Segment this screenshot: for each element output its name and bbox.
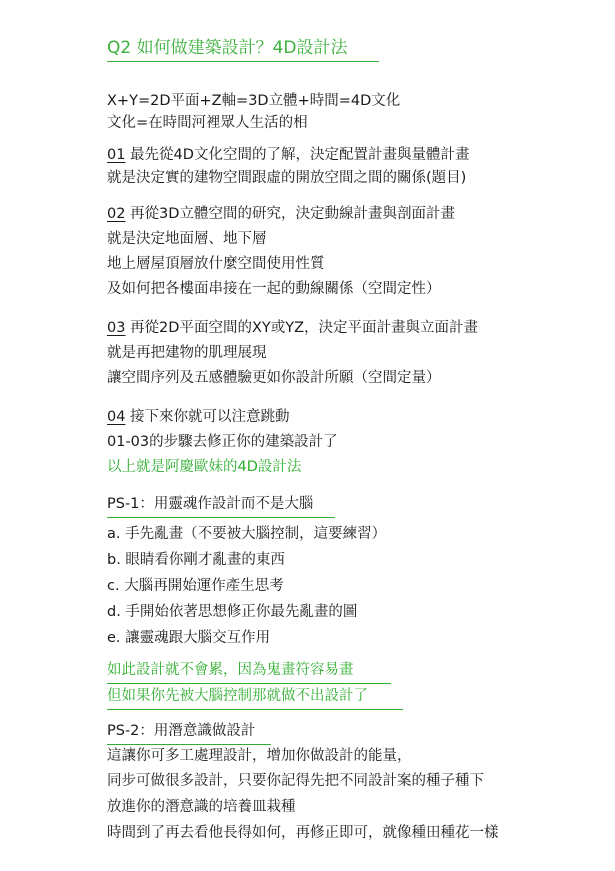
step-04-text: 接下來你就可以注意跳動 [125,409,290,425]
step-03-text: 再從2D平面空間的XY或YZ，決定平面計畫與立面計畫 [125,320,479,336]
ps2-heading: PS-2：用潛意識做設計 [107,723,256,739]
step-04-number: 04 [107,409,126,425]
ps1-item-a: a. 手先亂畫（不要被大腦控制，這要練習） [107,526,387,542]
ps2-line-4: 時間到了再去看他長得如何，再修正即可，就像種田種花一樣 [107,825,499,841]
ps1-heading: PS-1：用靈魂作設計而不是大腦 [107,496,314,512]
ps1-item-c: c. 大腦再開始運作產生思考 [107,578,284,594]
step-04-line-2: 01-03的步驟去修正你的建築設計了 [107,434,338,450]
step-04-summary: 以上就是阿慶歐妹的4D設計法 [107,459,302,475]
formula-line-1: X+Y=2D平面+Z軸=3D立體+時間=4D文化 [107,93,401,109]
step-01-number: 01 [107,147,126,163]
step-02-number: 02 [107,206,126,222]
ps1-item-e: e. 讓靈魂跟大腦交互作用 [107,630,271,646]
ps1-note-1: 如此設計就不會累，因為鬼畫符容易畫 [107,662,354,678]
ps1-item-d: d. 手開始依著思想修正你最先亂畫的圖 [107,604,358,620]
step-03-number: 03 [107,320,126,336]
ps2-line-2: 同步可做很多設計，只要你記得先把不同設計案的種子種下 [107,773,484,789]
step-03-line-2: 就是再把建物的肌理展現 [107,345,267,361]
step-03-heading [107,318,478,338]
page-title: Q2 如何做建築設計？4D設計法 [107,38,348,58]
step-02-line-3: 地上層屋頂層放什麼空間使用性質 [107,256,325,272]
title-underline [107,61,379,62]
ps1-item-b: b. 眼睛看你剛才亂畫的東西 [107,552,285,568]
step-01-line-2: 就是決定實的建物空間跟虛的開放空間之間的關係(題目) [107,170,467,186]
step-01-heading [107,145,469,165]
step-01-text: 最先從4D文化空間的了解，決定配置計畫與量體計畫 [125,147,470,163]
step-04-heading [107,407,290,427]
ps2-line-1: 這讓你可多工處理設計，增加你做設計的能量， [107,748,412,764]
ps2-line-3: 放進你的潛意識的培養皿栽種 [107,799,296,815]
step-02-heading [107,204,455,224]
ps1-note-2-underline [107,709,403,710]
step-02-line-4: 及如何把各樓面串接在一起的動線關係（空間定性） [107,281,441,297]
step-02-text: 再從3D立體空間的研究，決定動線計畫與剖面計畫 [125,206,455,222]
ps1-heading-underline [107,517,335,518]
ps2-heading-underline [107,744,271,745]
step-02-line-2: 就是決定地面層、地下層 [107,231,267,247]
ps1-note-1-underline [107,683,391,684]
ps1-note-2: 但如果你先被大腦控制那就做不出設計了 [107,688,368,704]
step-03-line-3: 讓空間序列及五感體驗更如你設計所願（空間定量） [107,370,441,386]
formula-line-2: 文化=在時間河裡眾人生活的相 [107,115,308,131]
